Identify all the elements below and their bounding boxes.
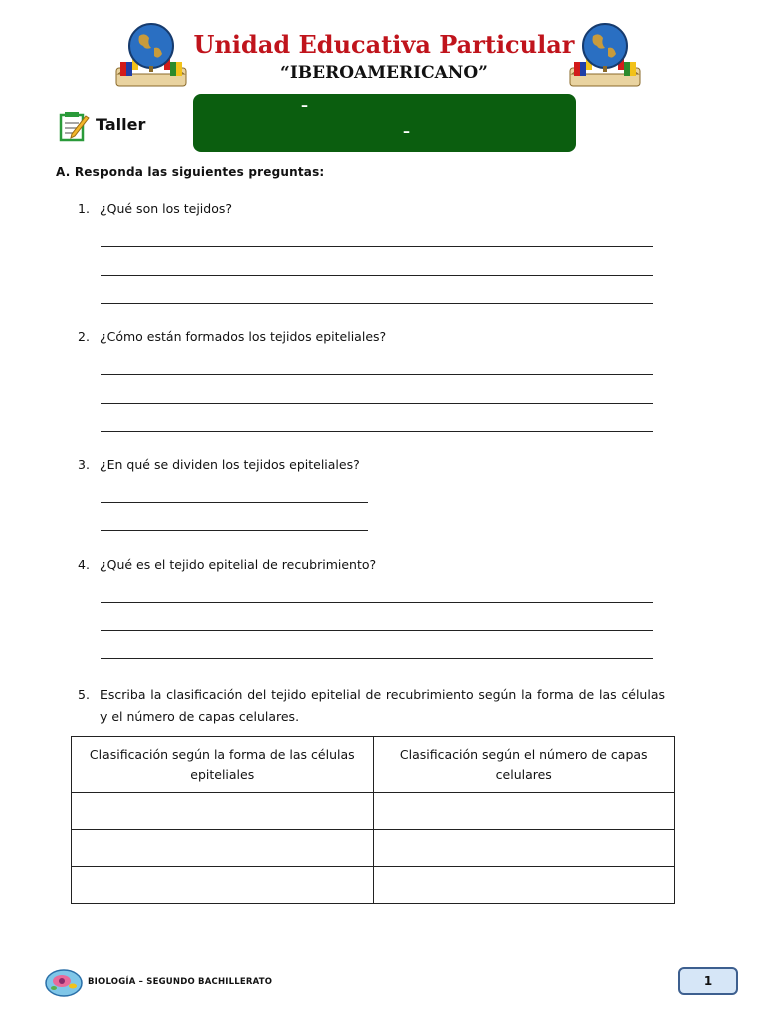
answer-line[interactable] <box>101 658 653 659</box>
school-name: Unidad Educativa Particular <box>193 30 575 59</box>
table-row <box>72 867 675 904</box>
globe-books-icon <box>566 18 644 96</box>
question-number: 4. <box>78 557 90 572</box>
banner-dash: – <box>403 124 410 140</box>
table-cell[interactable] <box>373 793 675 830</box>
answer-line[interactable] <box>101 431 653 432</box>
question-text: ¿Qué son los tejidos? <box>100 201 232 216</box>
answer-line[interactable] <box>101 374 653 375</box>
table-cell[interactable] <box>72 830 374 867</box>
question-number: 5. <box>78 687 90 702</box>
table-cell[interactable] <box>72 867 374 904</box>
answer-line[interactable] <box>101 530 368 531</box>
table-cell[interactable] <box>373 867 675 904</box>
table-header: Clasificación según la forma de las células epiteliales <box>72 737 374 793</box>
table-cell[interactable] <box>72 793 374 830</box>
question-text: ¿Cómo están formados los tejidos epiteliales? <box>100 329 387 344</box>
answer-line[interactable] <box>101 246 653 247</box>
table-header: Clasificación según el número de capas celulares <box>373 737 675 793</box>
notepad-pencil-icon <box>59 110 91 142</box>
question-text: Escriba la clasificación del tejido epitelial de recubrimiento según la forma de las células y el número de capas celulares. <box>100 687 665 724</box>
footer-subject: BIOLOGÍA – SEGUNDO BACHILLERATO <box>88 977 273 987</box>
question-text: ¿Qué es el tejido epitelial de recubrimiento? <box>100 557 377 572</box>
header-banner <box>193 94 576 152</box>
question-number: 1. <box>78 201 90 216</box>
classification-table <box>71 736 675 904</box>
section-title: A. Responda las siguientes preguntas: <box>56 165 325 179</box>
table-row <box>72 793 675 830</box>
taller-label: Taller <box>96 115 146 134</box>
answer-line[interactable] <box>101 502 368 503</box>
cell-logo-icon <box>44 964 84 998</box>
page-number: 1 <box>703 974 713 988</box>
answer-line[interactable] <box>101 303 653 304</box>
answer-line[interactable] <box>101 602 653 603</box>
question-number: 3. <box>78 457 90 472</box>
question-text: ¿En qué se dividen los tejidos epiteliales? <box>100 457 360 472</box>
banner-dash: – <box>301 98 308 114</box>
table-cell[interactable] <box>373 830 675 867</box>
page-number-box <box>678 967 738 995</box>
question-number: 2. <box>78 329 90 344</box>
school-subtitle: “IBEROAMERICANO” <box>280 63 488 83</box>
answer-line[interactable] <box>101 630 653 631</box>
answer-line[interactable] <box>101 403 653 404</box>
answer-line[interactable] <box>101 275 653 276</box>
table-row <box>72 830 675 867</box>
